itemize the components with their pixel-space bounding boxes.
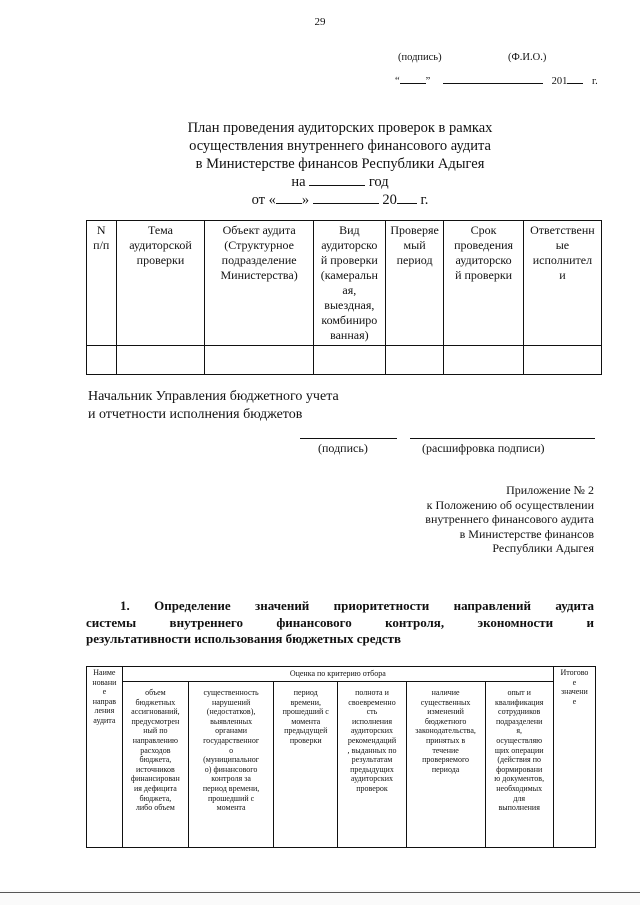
plan-header-type-text: Вид аудиторско й проверки (камеральн ая, выездная, комбиниро ванная)	[320, 223, 378, 342]
criterion-budget-volume-text: объем бюджетных ассигнований, предусмотрен ный по направлению расходов бюджета, источников финансирован ия дефицита бюджета, либо объем	[130, 688, 180, 813]
plan-table-empty-row	[87, 346, 602, 375]
date-close-quote: ”	[425, 76, 431, 87]
plan-header-object	[205, 221, 313, 346]
plan-header-responsible-text: Ответственн ые исполнител и	[530, 223, 595, 282]
appendix-line1: Приложение № 2	[506, 483, 594, 497]
date-day-blank[interactable]	[400, 74, 426, 84]
plan-header-topic-text: Тема аудиторской проверки	[129, 223, 192, 267]
section-heading-line2: системы внутреннего финансового контроля, экономности и	[86, 614, 594, 630]
plan-table-header-row	[87, 221, 602, 346]
plan-header-object-text: Объект аудита (Структурное подразделение Министерства)	[220, 223, 298, 282]
plan-date-line	[120, 191, 560, 209]
appendix-line2: к Положению об осуществлении	[426, 497, 594, 512]
page-bottom-rule	[0, 892, 640, 893]
top-signature-label: (подпись)	[398, 52, 442, 63]
date-month-blank[interactable]	[443, 74, 543, 84]
plan-date-year: 20	[382, 192, 397, 208]
appendix-block	[350, 483, 594, 556]
appendix-line4: в Министерстве финансов	[459, 526, 594, 541]
appendix-line3: внутреннего финансового аудита	[425, 512, 594, 526]
chief-signature-blank[interactable]	[300, 438, 397, 439]
page-number: 29	[314, 16, 326, 28]
section-heading-line1: 1. Определение значений приоритетности направлений аудита	[120, 598, 594, 613]
plan-year-line	[120, 173, 560, 191]
date-open-quote: “	[395, 76, 400, 87]
criterion-staff-experience-text: опыт и квалификация сотрудников подразделени я, осуществляю щих операции (действия по формировани ю документов, необходимых для выполнения	[494, 688, 545, 813]
chief-line2: и отчетности исполнения бюджетов	[88, 407, 303, 422]
plan-table	[86, 220, 602, 375]
criterion-recommendations	[338, 682, 406, 848]
criteria-group-header	[122, 667, 553, 682]
plan-year-blank[interactable]	[309, 176, 365, 186]
plan-header-type	[313, 221, 385, 346]
table-cell[interactable]	[313, 346, 385, 375]
criterion-budget-volume	[122, 682, 188, 848]
table-cell[interactable]	[385, 346, 444, 375]
criteria-group-header-text: Оценка по критерию отбора	[289, 669, 386, 678]
plan-header-number	[87, 221, 117, 346]
criteria-table	[86, 666, 596, 848]
criteria-total-header	[553, 667, 595, 848]
criterion-time-since-check	[274, 682, 338, 848]
criterion-recommendations-text: полнота и своевременно сть исполнения аудиторских рекомендаций , выданных по результатам предыдущих аудиторских проверок	[347, 688, 397, 793]
chief-line1: Начальник Управления бюджетного учета	[88, 389, 339, 404]
table-cell[interactable]	[444, 346, 523, 375]
plan-header-responsible	[523, 221, 601, 346]
section-heading-line3: результативности использования бюджетных средств	[86, 631, 402, 646]
chief-signature-block	[300, 428, 595, 456]
plan-date-pre: от «	[251, 192, 276, 208]
plan-title-line3: в Министерстве финансов Республики Адыгея	[195, 156, 485, 172]
criteria-total-header-text: Итогово е значени е	[560, 668, 589, 706]
criterion-legislation-changes	[406, 682, 485, 848]
date-year-blank[interactable]	[567, 74, 583, 84]
criteria-direction-header-text: Наиме новани е направ ления аудита	[92, 668, 117, 725]
table-cell[interactable]	[523, 346, 601, 375]
criterion-legislation-changes-text: наличие существенных изменений бюджетного законодательства, принятых в течение проверяемого периода	[415, 688, 476, 774]
table-cell[interactable]	[87, 346, 117, 375]
plan-date-mid: »	[301, 192, 310, 208]
date-year-suffix: г.	[591, 76, 598, 87]
criteria-subheader-row	[87, 682, 596, 848]
top-name-label: (Ф.И.О.)	[508, 52, 547, 63]
plan-date-post: г.	[420, 192, 429, 208]
top-date-line	[395, 74, 605, 87]
table-cell[interactable]	[116, 346, 205, 375]
chief-decoding-blank[interactable]	[410, 438, 595, 439]
plan-header-period-text: Проверяе мый период	[390, 223, 439, 267]
plan-title-line2: осуществления внутреннего финансового аудита	[189, 138, 491, 154]
criterion-staff-experience	[485, 682, 553, 848]
date-year-prefix: 201	[551, 76, 568, 87]
plan-date-year-blank[interactable]	[397, 194, 417, 204]
plan-header-topic	[116, 221, 205, 346]
section-heading	[86, 598, 594, 648]
plan-year-pre: на	[291, 174, 306, 190]
plan-title-line1: План проведения аудиторских проверок в рамках	[187, 120, 493, 136]
chief-signature-label: (подпись)	[318, 441, 368, 455]
plan-year-post: год	[368, 174, 389, 190]
criteria-direction-header	[87, 667, 123, 848]
criteria-header-row	[87, 667, 596, 682]
plan-date-day-blank[interactable]	[276, 194, 302, 204]
plan-header-period	[385, 221, 444, 346]
criterion-violations-text: существенность нарушений (недостатков), выявленных органами государственног о (муниципальног о) финансового контроля за период времени, прошедший с момента	[202, 688, 260, 813]
criterion-violations	[189, 682, 274, 848]
plan-date-month-blank[interactable]	[313, 194, 379, 204]
plan-title	[120, 119, 560, 209]
chief-decoding-label: (расшифровка подписи)	[422, 441, 545, 455]
table-cell[interactable]	[205, 346, 313, 375]
chief-block	[88, 388, 339, 424]
plan-header-number-text: N п/п	[93, 223, 110, 252]
plan-header-term-text: Срок проведения аудиторско й проверки	[454, 223, 514, 282]
plan-header-term	[444, 221, 523, 346]
criterion-time-since-check-text: период времени, прошедший с момента предыдущей проверки	[282, 688, 329, 745]
appendix-line5: Республики Адыгея	[492, 541, 594, 555]
